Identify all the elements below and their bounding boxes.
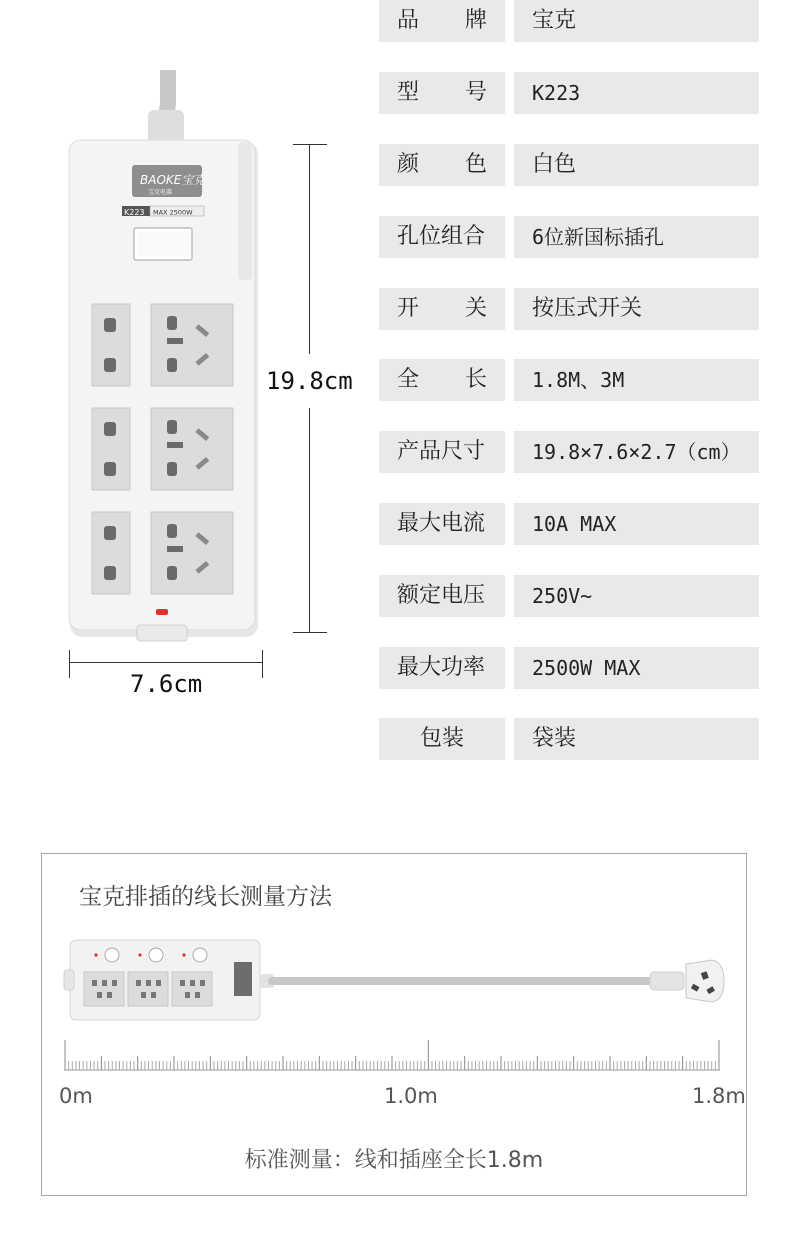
two-pin-socket: [92, 304, 130, 386]
two-pin-socket: [92, 512, 130, 594]
spec-label: [379, 0, 505, 42]
three-pin-socket: [151, 304, 233, 386]
spec-value: K223: [514, 72, 759, 114]
mini-switch: [149, 948, 163, 962]
spec-label: 最大功率: [379, 647, 505, 689]
spec-row: [379, 216, 759, 258]
ruler-label-mid: 1.0m: [384, 1084, 438, 1108]
two-pin-socket: [92, 408, 130, 490]
indicator-light: [156, 609, 168, 615]
spec-value: 1.8M、3M: [514, 359, 759, 401]
spec-label-char: 号: [464, 80, 487, 105]
spec-label-char: 品: [397, 8, 420, 33]
mini-socket: [128, 972, 168, 1006]
mini-switch: [105, 948, 119, 962]
spec-value: 10A MAX: [514, 503, 759, 545]
ruler: [64, 1040, 724, 1080]
width-label: 7.6cm: [130, 670, 203, 698]
spec-value: 2500W MAX: [514, 647, 759, 689]
power-strip-illustration: [60, 70, 270, 645]
mini-socket: [84, 972, 124, 1006]
spec-label-char: 开: [397, 296, 420, 321]
spec-label: [379, 288, 505, 330]
spec-value: 19.8×7.6×2.7（cm）: [514, 431, 759, 473]
spec-value: 宝克: [514, 0, 759, 42]
spec-row: [379, 359, 759, 401]
spec-value: 250V~: [514, 575, 759, 617]
ruler-label-start: 0m: [59, 1084, 93, 1108]
spec-label: 额定电压: [379, 575, 505, 617]
spec-label: 产品尺寸: [379, 431, 505, 473]
spec-label-char: 型: [397, 80, 420, 105]
spec-label: [379, 359, 505, 401]
spec-label: 孔位组合: [379, 216, 505, 258]
spec-row: [379, 288, 759, 330]
measure-caption: 标准测量：线和插座全长1.8m: [244, 1148, 544, 1173]
three-pin-socket: [151, 512, 233, 594]
spec-row: [379, 718, 759, 760]
spec-row: [379, 72, 759, 114]
spec-value: 白色: [514, 144, 759, 186]
spec-label-char: 颜: [397, 152, 420, 177]
spec-row: [379, 431, 759, 473]
brand-logo-text: BAOKE宝克: [140, 173, 206, 187]
spec-row: [379, 503, 759, 545]
spec-value: 袋装: [514, 718, 759, 760]
spec-label-char: 全: [397, 367, 420, 392]
spec-row: [379, 575, 759, 617]
spec-label: 最大电流: [379, 503, 505, 545]
spec-value: 按压式开关: [514, 288, 759, 330]
rating-tag: MAX 2500W: [153, 208, 193, 217]
cord-length-measure-panel: [41, 853, 747, 1196]
ruler-label-end: 1.8m: [692, 1084, 746, 1108]
spec-label: [379, 144, 505, 186]
spec-row: [379, 144, 759, 186]
spec-label-char: 关: [464, 296, 487, 321]
three-pin-socket: [151, 408, 233, 490]
spec-row: [379, 0, 759, 42]
mini-socket: [172, 972, 212, 1006]
spec-label: [379, 72, 505, 114]
model-tag: K223: [124, 208, 145, 217]
spec-label-char: 牌: [464, 8, 487, 33]
brand-sub-text: 宝克电器: [148, 189, 173, 196]
spec-row: [379, 647, 759, 689]
spec-label: 包装: [379, 718, 505, 760]
power-strip-top-view: [62, 936, 728, 1026]
spec-label-char: 色: [464, 152, 487, 177]
height-label: 19.8cm: [266, 367, 353, 395]
mini-switch: [193, 948, 207, 962]
spec-label-char: 长: [464, 367, 487, 392]
measure-title: 宝克排插的线长测量方法: [79, 884, 332, 910]
spec-value: 6位新国标插孔: [514, 216, 759, 258]
